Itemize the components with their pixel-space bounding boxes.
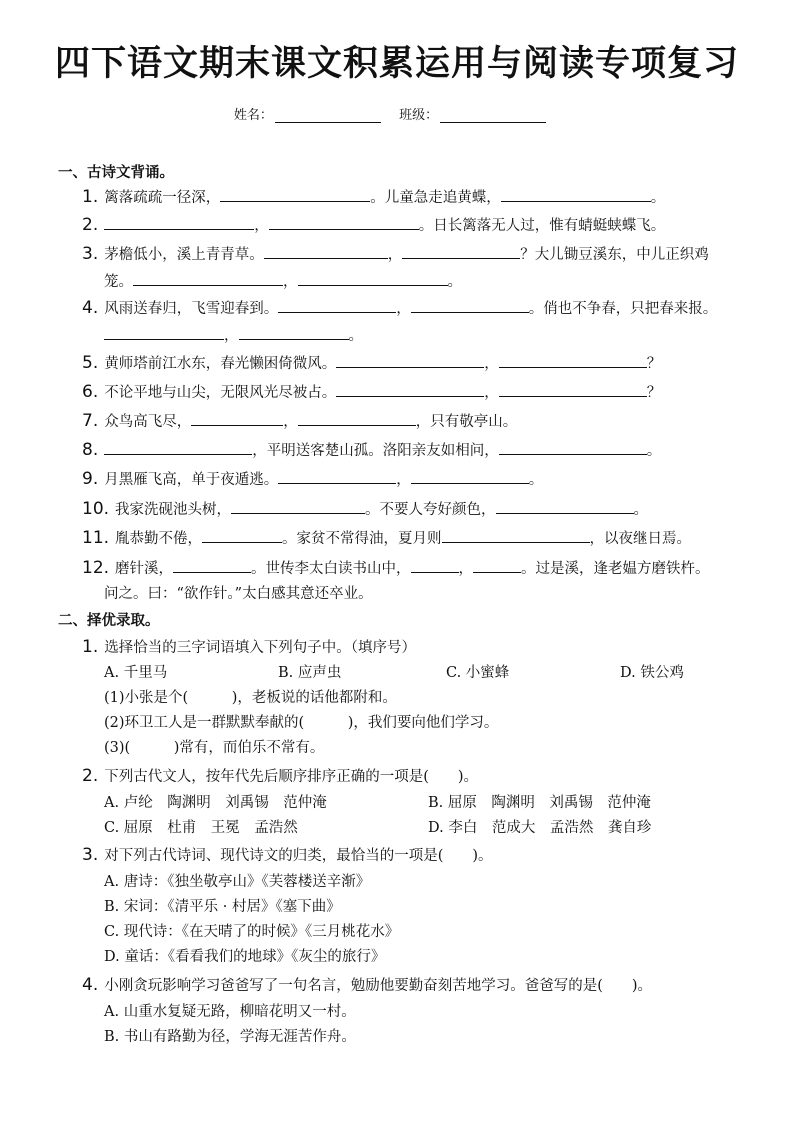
s1-q7 <box>82 411 517 432</box>
q-number: 7. <box>82 411 99 431</box>
s1-q3-cont <box>104 271 462 292</box>
text: 。过是溪，逢老媪方磨铁杵。 <box>521 561 710 577</box>
text: ，以夜继日焉。 <box>589 531 692 547</box>
text: 笼。 <box>104 274 133 290</box>
s1-q2 <box>82 215 665 236</box>
q-number: 10. <box>82 499 110 519</box>
answer-blank[interactable] <box>336 353 484 368</box>
section1-heading: 一、古诗文背诵。 <box>58 165 174 181</box>
s1-q11 <box>82 528 691 549</box>
answer-blank[interactable] <box>473 558 521 573</box>
answer-blank[interactable] <box>231 499 365 514</box>
answer-blank[interactable] <box>336 382 484 397</box>
name-label: 姓名： <box>233 108 273 123</box>
q-number: 4. <box>82 975 99 995</box>
text: 选择恰当的三字词语填入下列句子中。（填序号） <box>104 640 416 656</box>
answer-blank[interactable] <box>499 353 647 368</box>
option-d: D. 铁公鸡 <box>620 665 684 681</box>
s2-q3-d: D. 童话：《看看我们的地球》《灰尘的旅行》 <box>104 949 386 965</box>
text: 我家洗砚池头树， <box>115 502 232 518</box>
option-a: A. 千里马 <box>104 665 168 681</box>
q-number: 11. <box>82 528 110 548</box>
text: 下列古代文人，按年代先后顺序排序正确的一项是( )。 <box>104 769 479 785</box>
answer-blank[interactable] <box>278 469 396 484</box>
q-number: 6. <box>82 382 99 402</box>
text: ， <box>484 385 499 401</box>
q-number: 1. <box>82 637 99 657</box>
answer-blank[interactable] <box>104 215 254 230</box>
answer-blank[interactable] <box>173 558 251 573</box>
s1-q9 <box>82 469 543 490</box>
text: 茅檐低小，溪上青青草。 <box>104 247 264 263</box>
text: 风雨送春归，飞雪迎春到。 <box>104 301 279 317</box>
s1-q4 <box>82 298 717 319</box>
answer-blank[interactable] <box>298 411 416 426</box>
s2-q4-b: B. 书山有路勤为径，学海无涯苦作舟。 <box>104 1029 356 1045</box>
q-number: 1. <box>82 187 99 207</box>
text: 不论平地与山尖，无限风光尽被占。 <box>104 385 337 401</box>
answer-blank[interactable] <box>264 244 388 259</box>
text: ， <box>396 301 411 317</box>
text: ， <box>484 356 499 372</box>
s2-q2-cd <box>104 818 651 838</box>
text: 。 <box>348 328 363 344</box>
q-number: 8. <box>82 440 99 460</box>
text: 。俏也不争春，只把春来报。 <box>528 301 718 317</box>
text: 众鸟高飞尽， <box>104 414 192 430</box>
answer-blank[interactable] <box>133 271 283 286</box>
option-b: B. 屈原 陶渊明 刘禹锡 范仲淹 <box>428 795 651 811</box>
q-number: 4. <box>82 298 99 318</box>
text: 篱落疏疏一径深， <box>104 190 221 206</box>
text: 。不要人夸好颜色， <box>365 502 496 518</box>
s2-q1-options <box>104 663 684 683</box>
text: ， <box>458 561 474 577</box>
s1-q4-cont <box>104 325 363 346</box>
text: 。 <box>646 443 662 459</box>
section2-heading: 二、择优录取。 <box>58 613 160 629</box>
answer-blank[interactable] <box>202 528 282 543</box>
text: ？ <box>646 385 662 401</box>
text: 磨针溪， <box>115 561 174 577</box>
s2-q4-a: A. 山重水复疑无路，柳暗花明又一村。 <box>104 1004 356 1020</box>
student-info <box>0 104 794 123</box>
answer-blank[interactable] <box>239 325 349 340</box>
s2-q2-ab <box>104 793 651 813</box>
text: 对下列古代诗词、现代诗文的归类，最恰当的一项是( )。 <box>104 848 493 864</box>
class-field[interactable] <box>440 108 546 123</box>
q-number: 2. <box>82 215 99 235</box>
q-number: 12. <box>82 558 110 578</box>
answer-blank[interactable] <box>499 440 647 455</box>
answer-blank[interactable] <box>411 298 529 313</box>
answer-blank[interactable] <box>269 215 419 230</box>
s1-q10 <box>82 499 648 520</box>
text: ， <box>387 247 403 263</box>
s2-q1-s1: (1)小张是个( )，老板说的话他都附和。 <box>104 690 397 706</box>
answer-blank[interactable] <box>499 382 647 397</box>
q-number: 2. <box>82 766 99 786</box>
name-field[interactable] <box>275 108 381 123</box>
s2-q3-c: C. 现代诗：《在天晴了的时候》《三月桃花水》 <box>104 924 400 940</box>
s2-q3-a: A. 唐诗：《独坐敬亭山》《芙蓉楼送辛渐》 <box>104 874 371 890</box>
s2-q1-s3: (3)( )常有，而伯乐不常有。 <box>104 740 325 756</box>
answer-blank[interactable] <box>191 411 283 426</box>
text: 小刚贪玩影响学习爸爸写了一句名言，勉励他要勤奋刻苦地学习。爸爸写的是( )。 <box>104 978 653 994</box>
answer-blank[interactable] <box>496 499 634 514</box>
q-number: 3. <box>82 845 99 865</box>
text: 。日长篱落无人过，惟有蜻蜓蛱蝶飞。 <box>418 218 666 234</box>
text: ？ <box>646 356 662 372</box>
q-number: 3. <box>82 244 99 264</box>
text: ？大儿锄豆溪东，中儿正织鸡 <box>520 247 709 263</box>
text: 。家贫不常得油，夏月则 <box>282 531 442 547</box>
class-label: 班级： <box>399 108 439 123</box>
text: ， <box>224 328 239 344</box>
s2-q3-b: B. 宋词：《清平乐 · 村居》《塞下曲》 <box>104 899 341 915</box>
text: ，平明送客楚山孤。洛阳亲友如相问， <box>252 443 499 459</box>
s1-q12-cont: 问之。曰：“欲作针。”太白感其意还卒业。 <box>104 586 373 602</box>
answer-blank[interactable] <box>220 187 370 202</box>
text: 黄师塔前江水东，春光懒困倚微风。 <box>104 356 337 372</box>
option-d: D. 李白 范成大 孟浩然 龚自珍 <box>428 820 652 836</box>
text: 。 <box>528 472 544 488</box>
s1-q6 <box>82 382 661 403</box>
text: 。世传李太白读书山中， <box>251 561 411 577</box>
s2-q2-stem <box>82 766 478 787</box>
text: 月黑雁飞高，单于夜遁逃。 <box>104 472 279 488</box>
answer-blank[interactable] <box>104 440 252 455</box>
s2-q1-stem <box>82 637 416 658</box>
answer-blank[interactable] <box>411 469 529 484</box>
answer-blank[interactable] <box>501 187 651 202</box>
answer-blank[interactable] <box>442 528 590 543</box>
text: 。 <box>633 502 649 518</box>
q-number: 5. <box>82 353 99 373</box>
s1-q5 <box>82 353 661 374</box>
option-c: C. 屈原 杜甫 王冕 孟浩然 <box>104 820 298 836</box>
option-c: C. 小蜜蜂 <box>446 665 510 681</box>
text: ， <box>396 472 411 488</box>
s2-q3-stem <box>82 845 493 866</box>
answer-blank[interactable] <box>278 298 396 313</box>
text: 。 <box>650 190 666 206</box>
text: ， <box>283 414 298 430</box>
text: ， <box>283 274 298 290</box>
text: 。 <box>447 274 462 290</box>
text: 。儿童急走追黄蝶， <box>370 190 501 206</box>
answer-blank[interactable] <box>402 244 520 259</box>
page-title: 四下语文期末课文积累运用与阅读专项复习 <box>54 44 739 84</box>
q-number: 9. <box>82 469 99 489</box>
text: ，只有敬亭山。 <box>415 414 518 430</box>
s1-q8 <box>82 440 661 461</box>
text: 胤恭勤不倦， <box>115 531 203 547</box>
answer-blank[interactable] <box>104 325 224 340</box>
option-a: A. 卢纶 陶渊明 刘禹锡 范仲淹 <box>104 795 327 811</box>
text: ， <box>254 218 269 234</box>
answer-blank[interactable] <box>298 271 448 286</box>
answer-blank[interactable] <box>411 558 459 573</box>
s1-q12 <box>82 558 710 579</box>
option-b: B. 应声虫 <box>278 665 342 681</box>
s1-q1 <box>82 187 665 208</box>
s1-q3 <box>82 244 709 265</box>
s2-q1-s2: (2)环卫工人是一群默默奉献的( )，我们要向他们学习。 <box>104 715 499 731</box>
s2-q4-stem <box>82 975 652 996</box>
